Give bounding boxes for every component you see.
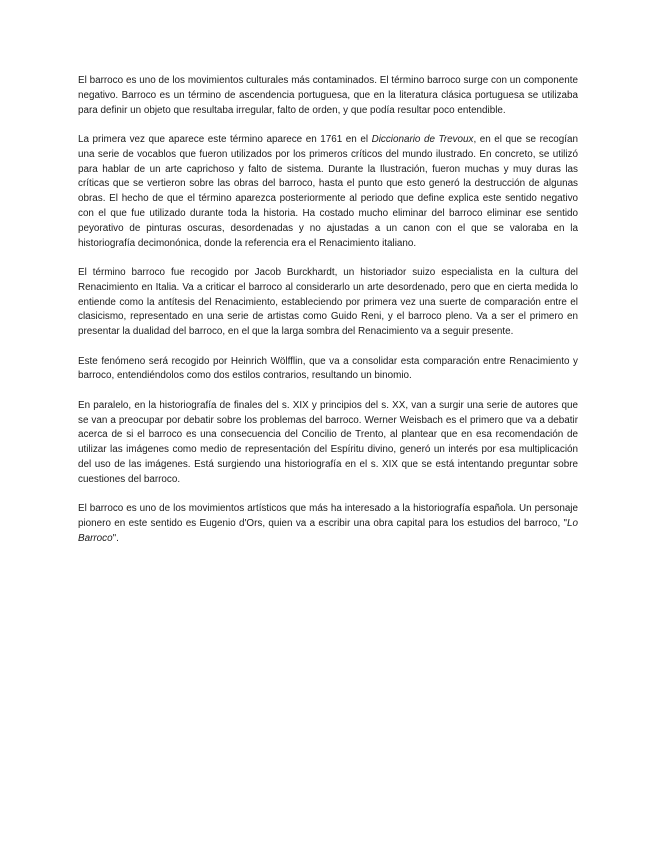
- book-title: Lo Barroco: [78, 517, 578, 544]
- document-body: [78, 74, 578, 561]
- paragraph-2: [78, 133, 578, 251]
- paragraph-6-text-a: El barroco es uno de los movimientos artísticos que más ha interesado a la historiografía española. Un personaje pionero en este sentido es Eugenio d'Ors, quien va a escribir una obra capital para los estudios del barroco, ": [78, 503, 578, 529]
- paragraph-5: [78, 399, 578, 488]
- paragraph-6-text-b: ".: [112, 532, 119, 544]
- paragraph-6: [78, 502, 578, 546]
- paragraph-4-text: Este fenómeno será recogido por Heinrich Wölfflin, que va a consolidar esta comparación entre Renacimiento y barroco, entendiéndolos como dos estilos contrarios, resultando un binomio.: [78, 355, 578, 382]
- paragraph-5-text: En paralelo, en la historiografía de finales del s. XIX y principios del s. XX, van a surgir una serie de autores que se van a preocupar por debatir sobre los problemas del barroco. Werner Weisbach es el primero que va a debatir acerca de si el barroco es una consecuencia del Concilio de Trento, al plantear que en esa recomendación de utilizar las imágenes como medio de representación del Espíritu divino, generó un interés por esa multiplicación del uso de las imágenes. Está surgiendo una historiografía en el s. XIX que se está intentando preguntar sobre cuestiones del barroco.: [78, 399, 578, 485]
- paragraph-1: [78, 74, 578, 118]
- paragraph-4: [78, 355, 578, 385]
- paragraph-2-text-a: La primera vez que aparece este término aparece en 1761 en el: [78, 133, 372, 145]
- paragraph-3: [78, 266, 578, 340]
- paragraph-2-text-b: , en el que se recogían una serie de vocablos que fueron utilizados por los primeros críticos del mundo ilustrado. En concreto, se utilizó para hablar de un arte caprichoso y falto de sistema. Durante la Ilustración, fueron muchas y muy duras las críticas que se vertieron sobre las obras del barroco, hasta el punto que esto generó la destrucción de algunas obras. El hecho de que el término aparezca posteriormente al periodo que define explica este sentido negativo con el que fue utilizado durante toda la historia. Ha costado mucho eliminar del barroco eliminar ese sentido peyorativo de pinturas oscuras, desordenadas y no ajustadas a un canon con el que se valoraba en la historiografía decimonónica, donde la referencia era el Renacimiento italiano.: [78, 133, 579, 249]
- paragraph-1-text: El barroco es uno de los movimientos culturales más contaminados. El término barroco surge con un componente negativo. Barroco es un término de ascendencia portuguesa, que en la literatura clásica portuguesa se utilizaba para definir un objeto que resultaba irregular, falto de orden, y que podía resultar poco entendible.: [78, 75, 578, 116]
- paragraph-3-text: El término barroco fue recogido por Jacob Burckhardt, un historiador suizo especialista en la cultura del Renacimiento en Italia. Va a criticar el barroco al considerarlo un arte desordenado, pero que en cierta medida lo entiende como la antítesis del Renacimiento, estableciendo por primera vez una suerte de comparación entre el clasicismo, representado en una serie de artistas como Guido Reni, y el barroco pleno. Va a ser el primero en presentar la dualidad del barroco, en el que la larga sombra del Renacimiento va a seguir presente.: [78, 266, 578, 338]
- dictionary-title: Diccionario de Trevoux: [371, 133, 474, 145]
